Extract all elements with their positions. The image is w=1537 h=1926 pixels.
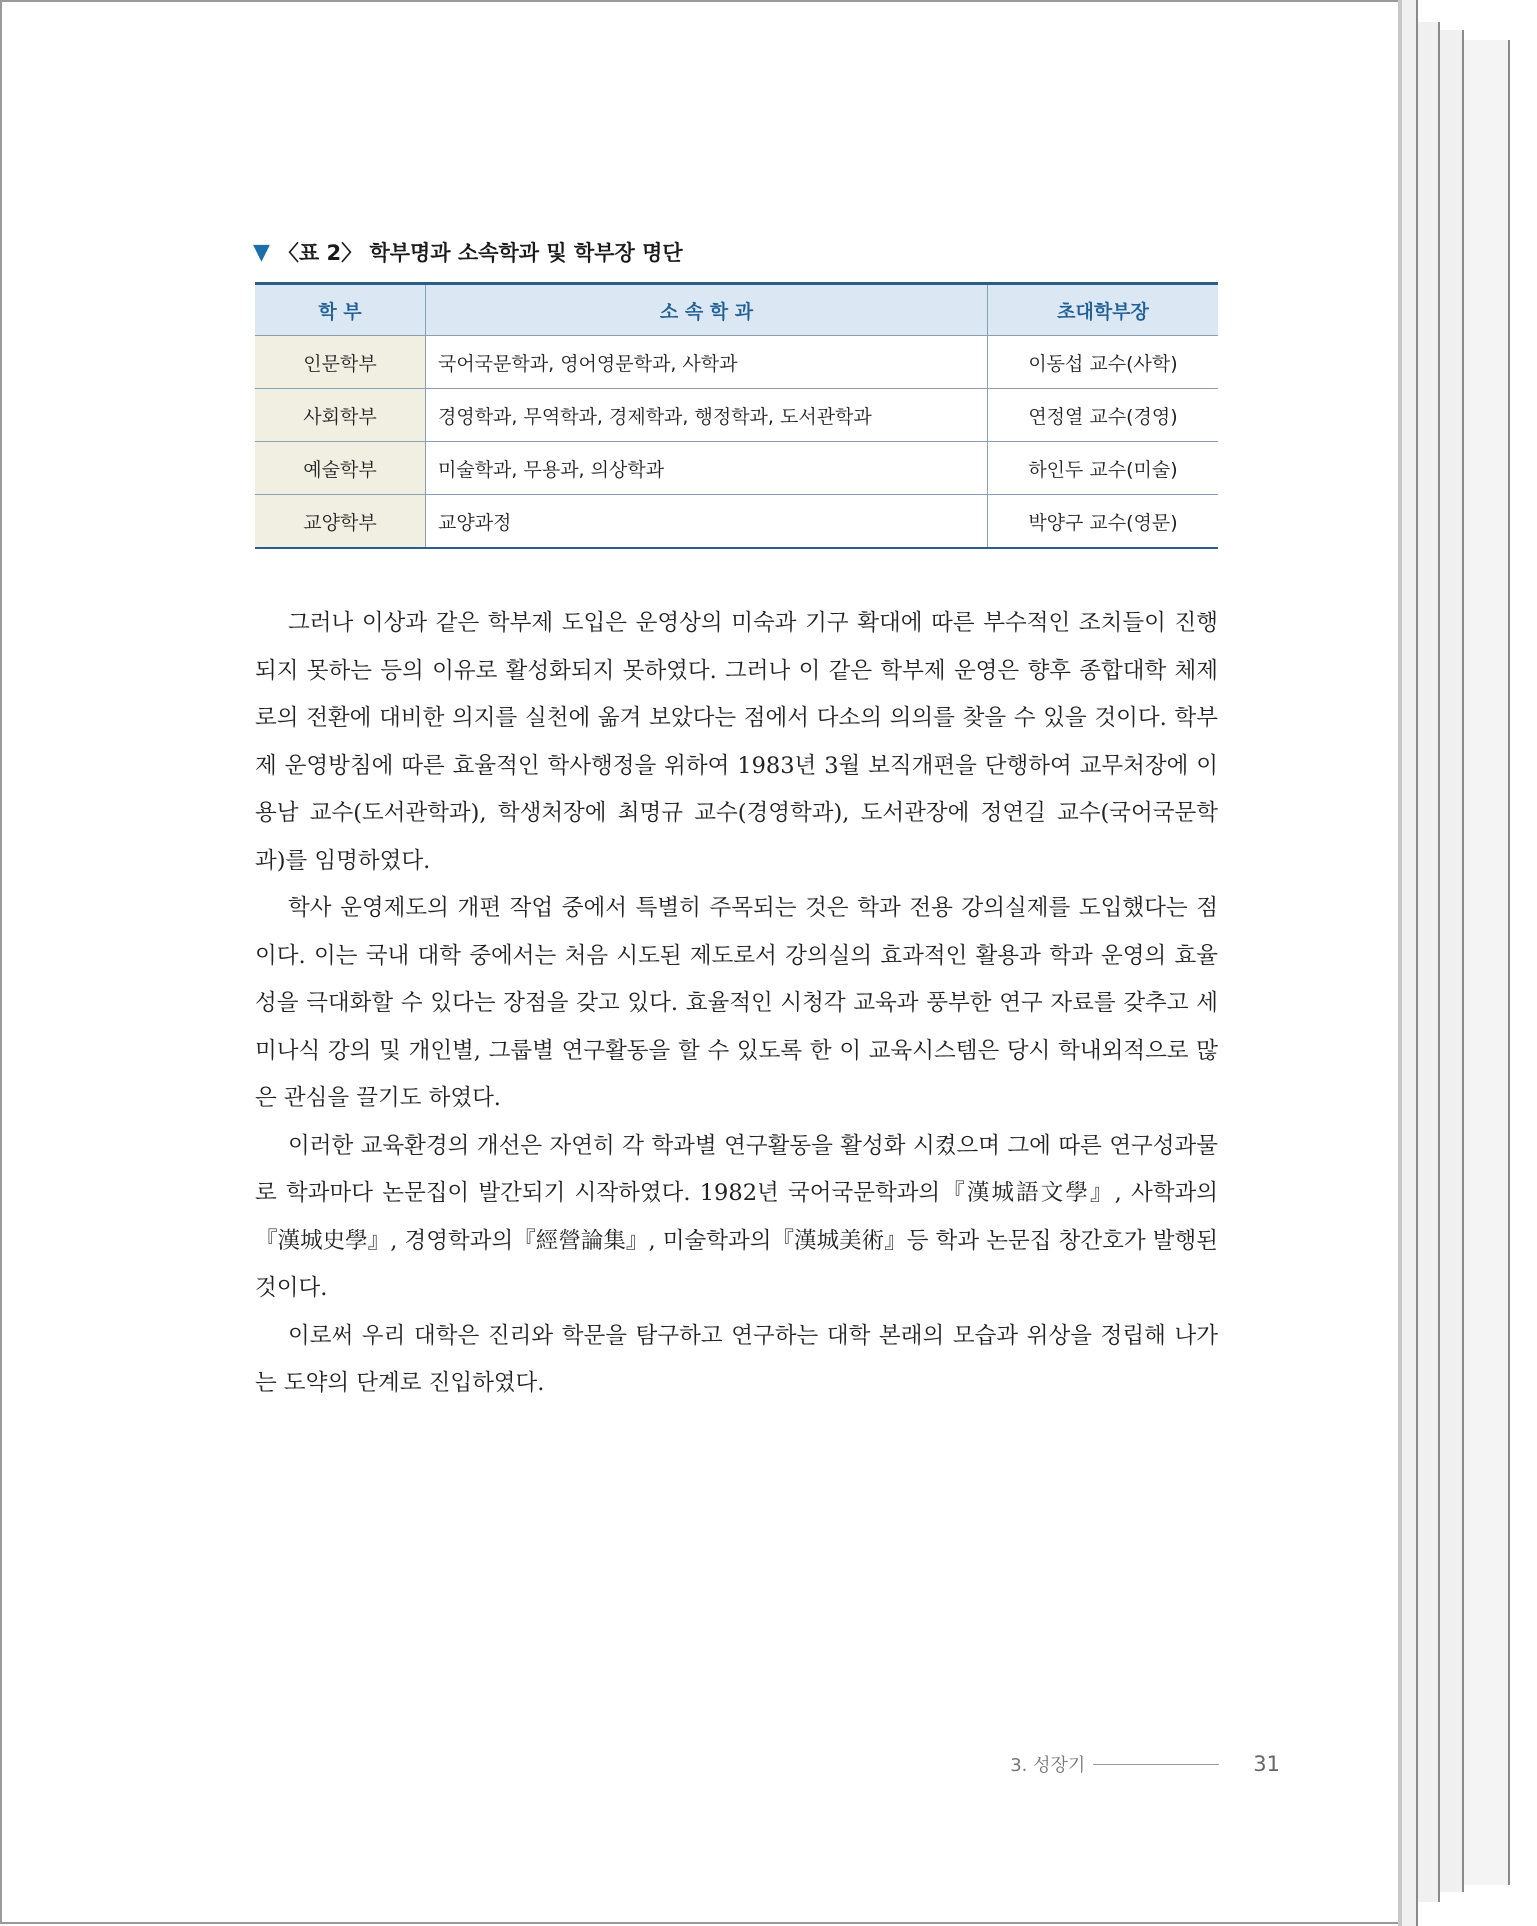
cell-faculty: 예술학부 — [255, 442, 426, 495]
page-number: 31 — [1253, 1752, 1280, 1776]
paragraph: 그러나 이상과 같은 학부제 도입은 운영상의 미숙과 기구 확대에 따른 부수적인 조치들이 진행되지 못하는 등의 이유로 활성화되지 못하였다. 그러나 이 같은 학부제 운영은 향후 종합대학 체제로의 전환에 대비한 의지를 실천에 옮겨 보았다는 점에서 다소의 의의를 찾을 수 있을 것이다. 학부제 운영방침에 따른 효율적인 학사행정을 위하여 1983년 3월 보직개편을 단행하여 교무처장에 이용남 교수(도서관학과), 학생처장에 최명규 교수(경영학과), 도서관장에 정연길 교수(국어국문학과)를 임명하였다. — [255, 610, 1218, 874]
page-stack-edge — [1464, 40, 1510, 1885]
cell-faculty: 교양학부 — [255, 495, 426, 549]
table-row — [255, 442, 1218, 495]
table-header-row — [255, 284, 1218, 336]
page-spine-edge — [1398, 0, 1402, 1926]
header-departments: 소 속 학 과 — [426, 284, 988, 336]
paragraph: 이러한 교육환경의 개선은 자연히 각 학과별 연구활동을 활성화 시켰으며 그에 따른 연구성과물로 학과마다 논문집이 발간되기 시작하였다. 1982년 국어국문학과의『漢城語文學』, 사학과의『漢城史學』, 경영학과의『經營論集』, 미술학과의『漢城美術』등 학과 논문집 창간호가 발행된 것이다. — [255, 1132, 1218, 1301]
page-stack-edge — [1400, 0, 1418, 1926]
cell-departments: 국어국문학과, 영어영문학과, 사학과 — [426, 336, 988, 389]
paragraph: 학사 운영제도의 개편 작업 중에서 특별히 주목되는 것은 학과 전용 강의실제를 도입했다는 점이다. 이는 국내 대학 중에서는 처음 시도된 제도로서 강의실의 효과적인 활용과 학과 운영의 효율성을 극대화할 수 있다는 장점을 갖고 있다. 효율적인 시청각 교육과 풍부한 연구 자료를 갖추고 세미나식 강의 및 개인별, 그룹별 연구활동을 할 수 있도록 한 이 교육시스템은 당시 학내외적으로 많은 관심을 끌기도 하였다. — [255, 895, 1218, 1111]
cell-dean: 연정열 교수(경영) — [988, 389, 1219, 442]
table-caption — [253, 236, 683, 268]
cell-dean: 박양구 교수(영문) — [988, 495, 1219, 549]
header-dean: 초대학부장 — [988, 284, 1219, 336]
cell-departments: 미술학과, 무용과, 의상학과 — [426, 442, 988, 495]
page-footer — [1000, 1746, 1280, 1782]
page-stack-edge — [1418, 22, 1440, 1902]
triangle-down-icon: ▼ — [253, 239, 270, 265]
table-caption-text: 〈표 2〉 학부명과 소속학과 및 학부장 명단 — [277, 241, 683, 265]
faculty-table — [255, 282, 1218, 549]
cell-faculty: 사회학부 — [255, 389, 426, 442]
cell-departments: 경영학과, 무역학과, 경제학과, 행정학과, 도서관학과 — [426, 389, 988, 442]
table-row — [255, 495, 1218, 549]
cell-dean: 하인두 교수(미술) — [988, 442, 1219, 495]
header-faculty: 학 부 — [255, 284, 426, 336]
table-row — [255, 389, 1218, 442]
paragraph: 이로써 우리 대학은 진리와 학문을 탐구하고 연구하는 대학 본래의 모습과 위상을 정립해 나가는 도약의 단계로 진입하였다. — [255, 1322, 1218, 1396]
body-text — [255, 600, 1218, 1408]
page-stack-edge — [1440, 30, 1464, 1892]
table-row — [255, 336, 1218, 389]
footer-rule — [1093, 1764, 1219, 1765]
cell-faculty: 인문학부 — [255, 336, 426, 389]
cell-departments: 교양과정 — [426, 495, 988, 549]
cell-dean: 이동섭 교수(사학) — [988, 336, 1219, 389]
chapter-title: 3. 성장기 — [1010, 1755, 1086, 1776]
